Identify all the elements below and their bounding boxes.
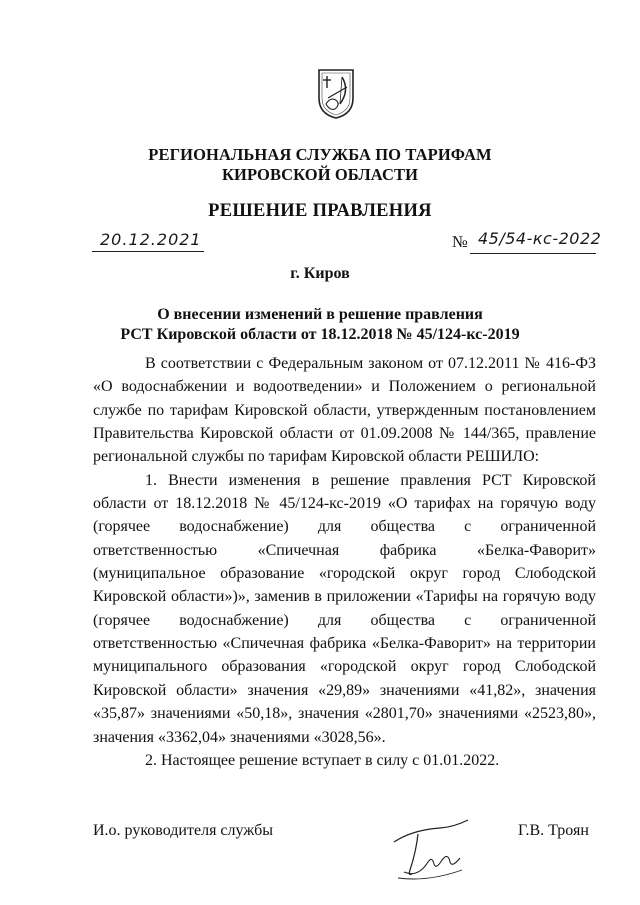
paragraph-item-2: 2. Настоящее решение вступает в силу с 01.01.2022. <box>145 751 500 769</box>
document-body <box>93 352 596 772</box>
paragraph-preamble: В соответствии с Федеральным законом от 07.12.2011 № 416-ФЗ «О водоснабжении и водоотведении» и Положением о региональной службе по тарифам Кировской области, утвержденным постановлением Правительства Кировской области от 01.09.2008 № 144/365, правление региональной службы по тарифам Кировской области РЕШИЛО: <box>93 355 596 466</box>
subject-line1: О внесении изменений в решение правления <box>157 306 483 323</box>
organization-name-line1: РЕГИОНАЛЬНАЯ СЛУЖБА ПО ТАРИФАМ <box>148 145 492 164</box>
coat-of-arms-icon <box>316 68 356 120</box>
document-number: 45/54-кс-2022 <box>478 229 602 248</box>
signatory-name: Г.В. Троян <box>518 822 589 839</box>
handwritten-signature-icon <box>388 812 478 884</box>
number-underline <box>470 253 596 254</box>
document-city: г. Киров <box>290 265 350 282</box>
paragraph-item-1: 1. Внести изменения в решение правления РСТ Кировской области от 18.12.2018 № 45/124-кс-2019 «О тарифах на горячую воду (горячее водоснабжение) для общества с ограниченной ответственностью «Спичечная фабрика «Белка-Фаворит» (муниципальное образование «городской округ город Слободской Кировской области»)», заменив в приложении «Тарифы на горячую воду (горячее водоснабжение) для общества с ограниченной ответственностью «Спичечная фабрика «Белка-Фаворит» на территории муниципального образования «городской округ город Слободской Кировской области» значения «29,89» значениями «41,82», значения «35,87» значениями «50,18», значения «2801,70» значениями «2523,80», значения «3362,04» значениями «3028,56». <box>93 471 596 746</box>
subject-line2: РСТ Кировской области от 18.12.2018 № 45/124-кс-2019 <box>120 326 520 343</box>
number-sign: № <box>452 232 468 251</box>
document-date: 20.12.2021 <box>100 230 202 249</box>
date-underline <box>92 251 204 252</box>
document-title: РЕШЕНИЕ ПРАВЛЕНИЯ <box>208 201 432 221</box>
organization-name-line2: КИРОВСКОЙ ОБЛАСТИ <box>221 165 419 184</box>
signatory-position: И.о. руководителя службы <box>93 822 274 839</box>
